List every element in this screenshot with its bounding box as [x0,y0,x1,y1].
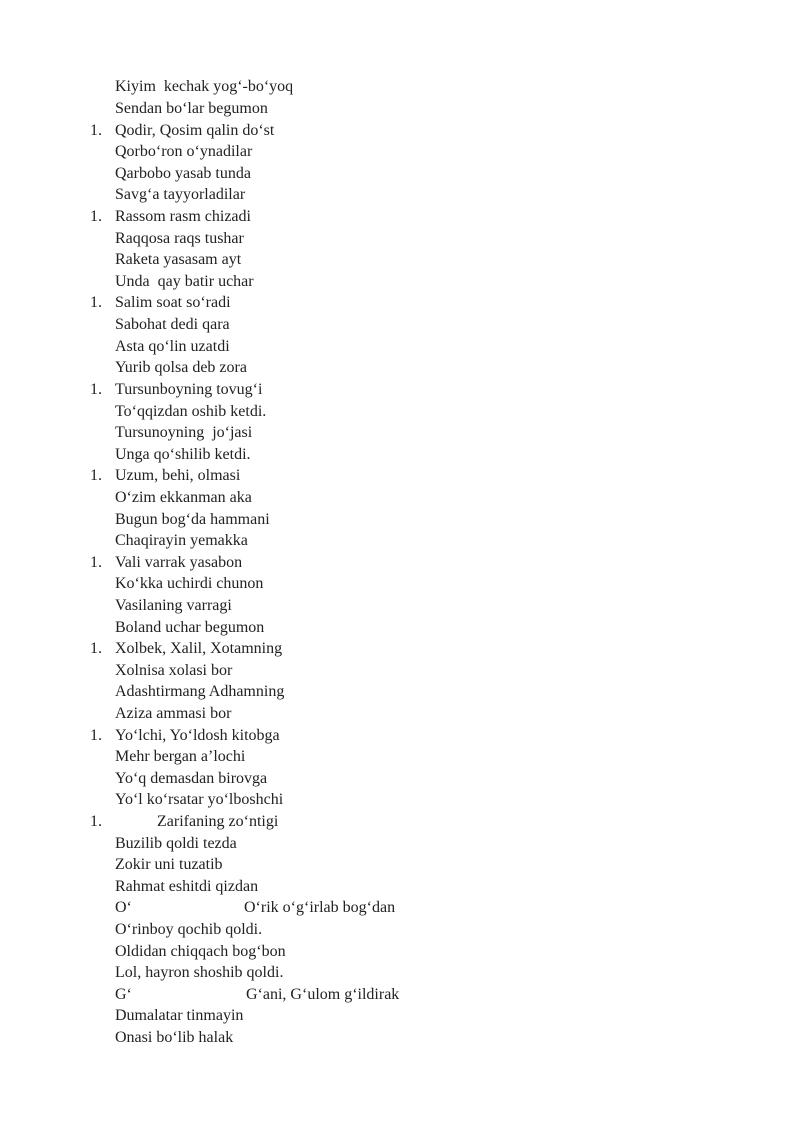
text-line: Chaqirayin yemakka [115,532,248,549]
text-line: Raketa yasasam ayt [115,251,242,268]
text-line: Oldidan chiqqach bog‘bon [115,943,286,960]
text-line: Mehr bergan a’lochi [115,748,246,765]
list-number: 1. [90,813,102,830]
text-line: Dumalatar tinmayin [115,1007,244,1024]
text-line: Savg‘a tayyorladilar [115,186,246,203]
text-line: Raqqosa raqs tushar [115,230,244,247]
text-line: Lol, hayron shoshib qoldi. [115,964,284,981]
text-line: Qarbobo yasab tunda [115,165,251,182]
text-line: Uzum, behi, olmasi [115,467,241,484]
text-line: Yo‘l ko‘rsatar yo‘lboshchi [115,791,284,808]
text-line: Vasilaning varragi [115,597,232,614]
text-line: Zokir uni tuzatib [115,856,223,873]
list-number: 1. [90,208,102,225]
text-line: G‘ani, G‘ulom g‘ildirak [246,986,400,1003]
text-line: Qodir, Qosim qalin do‘st [115,122,275,139]
text-line: Buzilib qoldi tezda [115,835,237,852]
text-line: Kiyim kechak yog‘-bo‘yoq [115,78,294,95]
text-line: Adashtirmang Adhamning [115,683,285,700]
text-line: Aziza ammasi bor [115,705,232,722]
text-line: Unga qo‘shilib ketdi. [115,446,251,463]
list-number: 1. [90,727,102,744]
text-line: Sabohat dedi qara [115,316,230,333]
text-line: O‘rinboy qochib qoldi. [115,921,263,938]
text-line: Yurib qolsa deb zora [115,359,247,376]
text-line: Qorbo‘ron o‘ynadilar [115,143,253,160]
text-line: Salim soat so‘radi [115,294,231,311]
letter-marker: G‘ [115,986,132,1003]
text-line: Bugun bog‘da hammani [115,511,270,528]
text-line: Sendan bo‘lar begumon [115,100,268,117]
list-number: 1. [90,122,102,139]
letter-marker: O‘ [115,899,132,916]
text-line: O‘rik o‘g‘irlab bog‘dan [244,899,396,916]
text-line: Rahmat eshitdi qizdan [115,878,259,895]
text-line: Xolbek, Xalil, Xotamning [115,640,283,657]
text-line: Asta qo‘lin uzatdi [115,338,230,355]
text-line: Unda qay batir uchar [115,273,254,290]
list-number: 1. [90,554,102,571]
text-line: Rassom rasm chizadi [115,208,251,225]
list-number: 1. [90,640,102,657]
text-line: Yo‘q demasdan birovga [115,770,268,787]
list-number: 1. [90,467,102,484]
text-line: Ko‘kka uchirdi chunon [115,575,264,592]
list-number: 1. [90,294,102,311]
text-line: Tursunboyning tovug‘i [115,381,263,398]
list-number: 1. [90,381,102,398]
text-line: O‘zim ekkanman aka [115,489,252,506]
text-line: Vali varrak yasabon [115,554,243,571]
text-line: Boland uchar begumon [115,619,265,636]
text-line: Xolnisa xolasi bor [115,662,233,679]
text-line: Zarifaning zo‘ntigi [157,813,279,830]
text-line: Onasi bo‘lib halak [115,1029,234,1046]
text-line: Yo‘lchi, Yo‘ldosh kitobga [115,727,280,744]
text-line: Tursunoyning jo‘jasi [115,424,253,441]
text-line: To‘qqizdan oshib ketdi. [115,403,267,420]
